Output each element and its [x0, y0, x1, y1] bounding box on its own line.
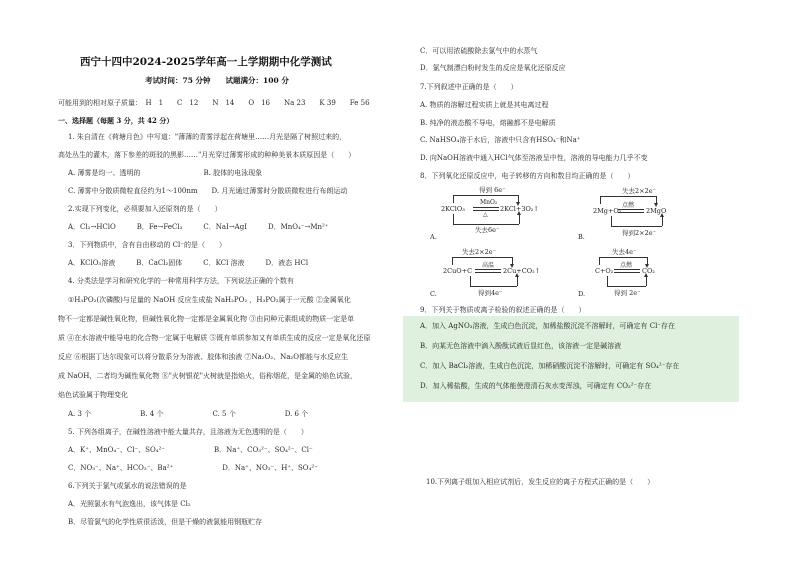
diagram-a-bottom-leg	[453, 214, 454, 224]
diagram-b-bottom: 得到2×2e⁻	[622, 229, 656, 237]
q9-option-c: C．加入 BaCl₂溶液，生成白色沉淀，加稀硝酸沉淀不溶解时，可确定有 SO₄²⁻存在	[420, 362, 680, 370]
diagram-c-cond: 高温	[482, 262, 495, 269]
atomic-masses: 可能用到的相对原子质量： H 1 C 12 N 14 O 16 Na 23 K 39 Fe 56	[58, 99, 370, 107]
diagram-a-top-bracket	[453, 195, 518, 196]
diagram-d-bottom-bracket	[607, 286, 646, 287]
diagram-d-eq-left: C+O₂	[595, 267, 614, 275]
diagram-d-bottom-arrow	[644, 273, 648, 277]
diagram-a-eq-line1	[473, 207, 499, 208]
right-line-9: 10.下列离子组加入相应试剂后，发生反应的离子方程式正确的是（ ）	[426, 478, 655, 486]
diagram-b-label: B.	[578, 233, 585, 241]
diagram-b-eq-line1	[618, 209, 644, 210]
diagram-b-bottom-leg2	[662, 216, 663, 226]
left-line-13: 成 NaOH，二者均为碱性氧化物 ⑧"火树银花"火树就是指焰火，俗称烟花，是金属的焰色试验，	[58, 372, 358, 380]
diagram-c-top-leg	[452, 257, 453, 265]
diagram-b-bottom-bracket	[611, 226, 662, 227]
diagram-a-bottom-arrow	[517, 211, 521, 215]
diagram-b-eq-line2	[618, 212, 644, 213]
right-line-0: C．可以用浓硫酸除去氯气中的水蒸气	[420, 47, 538, 55]
left-line-6: 3．下列物质中，含有自由移动的 Cl⁻的是（ ）	[68, 241, 226, 249]
diagram-b-top: 失去2×2e⁻	[622, 187, 656, 195]
left-line-17: A．K⁺、MnO₄⁻、Cl⁻、SO₄²⁻ B．Na⁺、CO₃²⁻、SO₄²⁻、Cl⁻	[68, 446, 313, 454]
right-line-1: D．氯气制漂白粉时发生的反应是氧化还原反应	[420, 64, 566, 72]
diagram-b-top-bracket	[600, 196, 656, 197]
left-line-9: ①H₃PO₂(次磷酸)与足量的 NaOH 反应生成盐 NaH₂PO₂ ，H₃PO₂属于一元酸 ②金属氧化	[68, 296, 351, 304]
diagram-b-eq-right: 2MgO	[646, 207, 667, 215]
diagram-d-bottom-leg	[607, 276, 608, 286]
diagram-a-top-leg	[453, 195, 454, 203]
left-line-8: 4. 分类法是学习和研究化学的一种常用科学方法，下列说法正确的个数有	[68, 277, 294, 285]
diagram-c-top-bracket	[452, 257, 512, 258]
left-line-14: 焰色试验属于物理变化	[58, 391, 128, 399]
diagram-a-cond: MnO₂	[480, 199, 498, 206]
diagram-d-bottom-leg2	[646, 276, 647, 286]
diagram-c-eq-right: 2Cu+CO₂↑	[503, 267, 541, 275]
diagram-d-cond: 点燃	[620, 262, 633, 269]
diagram-c-bottom-leg	[470, 276, 471, 286]
left-line-2: A. 薄雾是均一、透明的 B. 胶体的电泳现象	[68, 169, 263, 177]
diagram-a-eq-right: 2KCl+3O₂↑	[500, 205, 539, 213]
diagram-b-bottom-arrow	[660, 213, 664, 217]
left-line-10: 物不一定都是碱性氧化物，但碱性氧化物一定都是金属氧化物 ③由同种元素组成的物质一定是单	[58, 315, 355, 323]
left-line-19: 6.下列关于氯气或氯水的说法错误的是	[68, 482, 187, 490]
left-line-18: C．NO₃⁻、Na⁺、HCO₃⁻、Ba²⁺ D．Na⁺、NO₃⁻、H⁺、SO₄²⁻	[68, 464, 318, 472]
left-line-5: A．Cl₂→HClO B．Fe→FeCl₃ C．NaI→AgI D．MnO₄⁻→Mn²⁺	[68, 223, 329, 231]
exam-title: 西宁十四中2024-2025学年高一上学期期中化学测试	[80, 56, 332, 68]
left-line-4: 2.实现下列变化，必须要加入还原剂的是（ ）	[68, 205, 222, 213]
diagram-d-top-bracket	[599, 257, 647, 258]
diagram-a-label: A.	[430, 233, 437, 241]
left-line-1: 高处丛生的灌木，落下参差的斑驳的黑影……"月光穿过薄雾形成的种种美景本质原因是（ ）	[58, 151, 356, 159]
diagram-a-top: 得到 6e⁻	[479, 186, 506, 194]
diagram-c-eq-line1	[475, 269, 501, 270]
q9-option-a: A．加入 AgNO₃溶液，生成白色沉淀，加稀盐酸沉淀不溶解时，可确定有 Cl⁻存在	[420, 322, 676, 330]
right-line-4: B. 纯净的液态酸不导电，熔融都不是电解质	[420, 119, 556, 127]
diagram-b-top-leg	[600, 196, 601, 204]
left-line-0: 1. 朱自清在《荷塘月色》中写道："薄薄的青雾浮起在荷塘里……月光是隔了树照过来的，	[68, 133, 347, 141]
diagram-d-top: 失去4e⁻	[612, 248, 637, 256]
diagram-d-bottom: 得到 2e⁻	[614, 289, 641, 297]
q9-option-b: B．向某无色溶液中滴入酚酞试液后显红色，该溶液一定是碱溶液	[420, 342, 622, 350]
diagram-c-bottom-arrow	[515, 273, 519, 277]
right-line-8: 9．下列关于物质或离子检验的叙述正确的是（ ）	[420, 306, 586, 314]
q9-option-d: D．加入稀盐酸，生成的气体能使澄清石灰水变浑浊，可确定有 CO₃²⁻存在	[420, 382, 652, 390]
diagram-c-eq-line2	[475, 272, 501, 273]
diagram-c-top: 失去2×2e⁻	[462, 248, 496, 256]
left-line-7: A．KClO₃溶液 B．CaCl₂固体 C．KCl 溶液 D．液态 HCl	[68, 259, 309, 267]
right-line-7: 8．下列氧化还原反应中，电子转移的方向和数目均正确的是（ ）	[420, 172, 635, 180]
diagram-c-bottom-leg2	[517, 276, 518, 286]
diagram-b-eq-left: 2Mg+O₂	[593, 207, 622, 215]
diagram-d-top-leg	[599, 257, 600, 265]
right-line-3: A. 物质的溶解过程实质上就是其电离过程	[420, 101, 549, 109]
left-line-12: 反应 ⑥根据丁达尔现象可以将分散系分为溶液、胶体和浊液 ⑦Na₂O₂、Na₂O都能与水反应生	[58, 353, 348, 361]
section-heading: 一、选择题（每题 3 分，共 42 分）	[58, 116, 174, 125]
left-line-3: C. 薄雾中分散质微粒直径约为1～100nm D. 月光通过薄雾时分散质微粒进行布朗运动	[68, 187, 348, 195]
diagram-b-cond: 点燃	[622, 202, 635, 209]
diagram-b-bottom-leg	[611, 216, 612, 226]
diagram-c-label: C.	[430, 290, 437, 298]
diagram-c-eq-left: 2CuO+C	[443, 267, 473, 275]
left-line-15: A. 3 个 B. 4 个 C. 5 个 D. 6 个	[68, 410, 309, 418]
diagram-d-eq-line1	[614, 269, 640, 270]
left-line-20: A．光照氯水有气泡逸出，该气体是 Cl₂	[68, 500, 191, 508]
left-line-16: 5. 下列各组离子，在碱性溶液中能大量共存，且溶液为无色透明的是（ ）	[68, 428, 308, 436]
diagram-c-bottom: 得到4e⁻	[478, 289, 503, 297]
diagram-a-eq-left: 2KClO₃	[441, 205, 465, 213]
diagram-d-label: D.	[578, 290, 586, 298]
left-line-11: 质 ④在水溶液中能导电的化合物一定属于电解质 ⑤既有单质参加又有单质生成的反应一定是氧化还原	[58, 334, 371, 342]
right-line-5: C. NaHSO₄溶于水后，溶液中只含有HSO₄⁻和Na⁺	[420, 136, 581, 144]
right-line-6: D. 向NaOH溶液中通入HCl气体至溶液呈中性，溶液的导电能力几乎不变	[420, 154, 648, 162]
right-line-2: 7.下列叙述中正确的是（ ）	[420, 83, 518, 91]
left-line-21: B．尽管氯气的化学性质很活泼，但是干燥的液氯能用钢瓶贮存	[68, 518, 263, 526]
diagram-a-bottom: 失去6e⁻	[475, 226, 500, 234]
diagram-d-eq-line2	[614, 272, 640, 273]
diagram-d-eq-right: CO₂	[642, 267, 655, 275]
diagram-c-bottom-bracket	[470, 286, 517, 287]
diagram-a-bottom-leg2	[519, 214, 520, 224]
exam-info: 考试时间：75 分钟 试题满分：100 分	[145, 76, 289, 85]
diagram-a-heat: △	[483, 211, 488, 218]
